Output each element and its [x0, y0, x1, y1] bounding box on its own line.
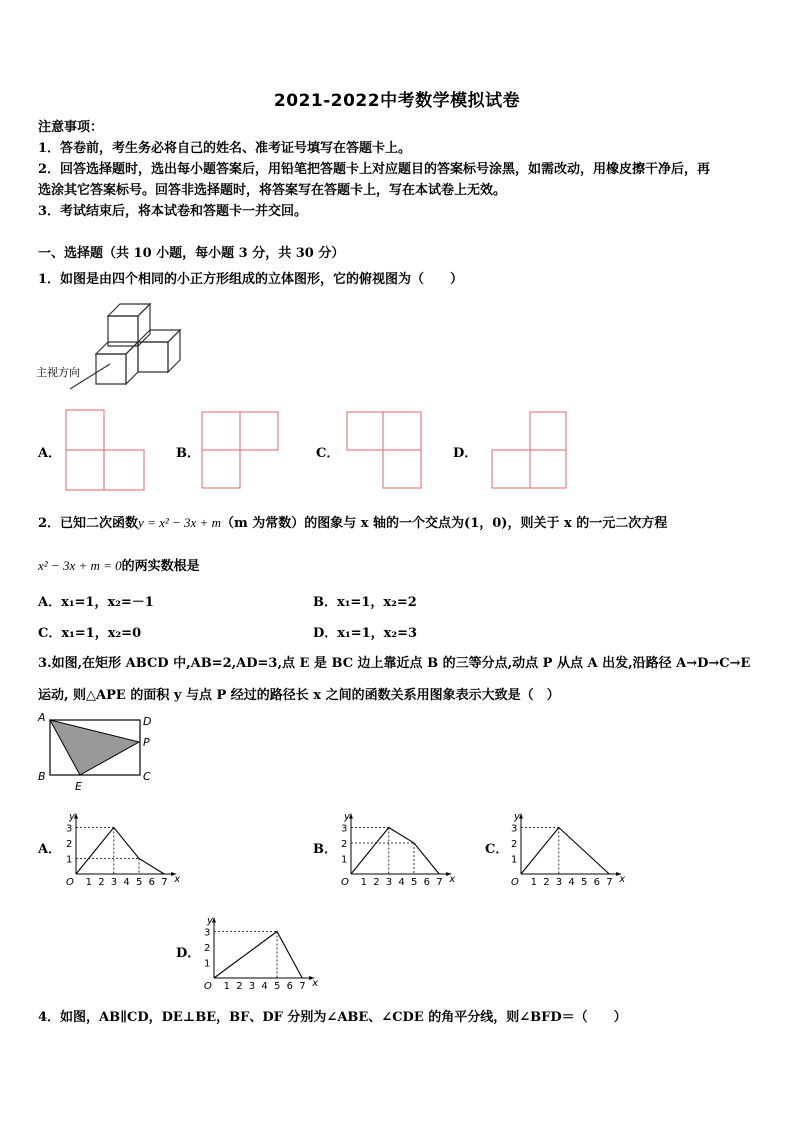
x-tick-label: 7 [606, 877, 613, 888]
q1-option-a-label[interactable]: A． [38, 446, 62, 461]
q3-option-d-label[interactable]: D． [176, 946, 201, 961]
function-line [351, 828, 439, 875]
y-tick-label: 3 [204, 927, 211, 939]
x-tick-label: 1 [85, 877, 92, 888]
q3-option-c-graph [505, 802, 635, 888]
function-line [214, 932, 302, 979]
x-tick-label: 5 [274, 981, 281, 992]
q1-option-b-label[interactable]: B． [176, 446, 200, 461]
q3-option-c-label[interactable]: C． [485, 842, 509, 857]
q2-option-c[interactable]: C．x₁=1，x₂=0 [38, 626, 142, 641]
x-tick-label: 1 [223, 981, 230, 992]
x-tick-label: 5 [136, 877, 143, 888]
x-tick-label: 6 [593, 877, 600, 888]
x-tick-label: 7 [299, 981, 306, 992]
x-tick-label: 4 [261, 981, 268, 992]
q3-option-a-graph [60, 802, 190, 888]
origin-label: O [511, 877, 519, 888]
function-line [521, 828, 609, 875]
x-axis-label: x [449, 874, 456, 885]
y-tick-label: 2 [341, 839, 348, 850]
q2-stem-end: （m 为常数）的图象与 x 轴的一个交点为(1，0)，则关于 x 的一元二次方程 [220, 516, 668, 531]
q1-stem: 1．如图是由四个相同的小正方形组成的立体图形，它的俯视图为（ ） [38, 272, 464, 287]
y-tick-label: 3 [511, 823, 518, 835]
q2-option-b[interactable]: B．x₁=1，x₂=2 [313, 595, 417, 610]
x-tick-label: 5 [581, 877, 588, 888]
q3-shaded-triangle [50, 720, 139, 775]
x-tick-label: 6 [423, 877, 430, 888]
y-tick-label: 3 [341, 823, 348, 835]
q1-option-c-figure [347, 412, 427, 492]
notice-item-3: 3．考试结束后，将本试卷和答题卡一并交回。 [38, 204, 308, 219]
x-tick-label: 2 [236, 981, 243, 992]
q1-option-d-label[interactable]: D． [453, 446, 478, 461]
q3-option-b-graph [335, 802, 465, 888]
q3-option-d-graph [198, 906, 328, 992]
x-tick-label: 2 [98, 877, 105, 888]
notice-item-2-cont: 选涂其它答案标号。回答非选择题时，将答案写在答题卡上，写在本试卷上无效。 [38, 183, 507, 198]
x-tick-label: 2 [543, 877, 550, 888]
notice-heading: 注意事项： [38, 120, 104, 135]
x-tick-label: 4 [123, 877, 130, 888]
function-line [76, 828, 164, 875]
x-tick-label: 4 [568, 877, 575, 888]
x-axis-label: x [174, 874, 181, 885]
origin-label: O [66, 877, 74, 888]
y-axis-label: y [344, 811, 350, 823]
y-tick-label: 1 [204, 958, 211, 970]
q1-cube-figure [30, 296, 200, 396]
y-tick-label: 1 [511, 854, 518, 866]
q3-label-p: P [143, 736, 150, 749]
x-tick-label: 2 [373, 877, 380, 888]
q3-stem-line1: 3.如图,在矩形 ABCD 中,AB=2,AD=3,点 E 是 BC 边上靠近点 B 的三等分点,动点 P 从点 A 出发,沿路径 A→D→C→E [38, 656, 751, 671]
notice-item-2: 2．回答选择题时，选出每小题答案后，用铅笔把答题卡上对应题目的答案标号涂黑，如需改动，用橡皮擦干净后，再 [38, 162, 711, 177]
q1-option-c-label[interactable]: C． [316, 446, 340, 461]
y-tick-label: 2 [204, 943, 211, 954]
q3-label-d: D [143, 715, 152, 728]
x-tick-label: 6 [286, 981, 293, 992]
q1-view-direction-label: 主视方向 [36, 366, 80, 379]
y-axis-label: y [514, 811, 520, 823]
x-tick-label: 1 [530, 877, 537, 888]
x-tick-label: 3 [248, 981, 256, 992]
q2-stem-start: 2．已知二次函数 [38, 516, 139, 531]
q2-option-d[interactable]: D．x₁=1，x₂=3 [313, 626, 418, 641]
q3-option-b-label[interactable]: B． [313, 842, 337, 857]
x-tick-label: 1 [360, 877, 367, 888]
x-tick-label: 3 [555, 877, 563, 888]
x-axis-label: x [619, 874, 626, 885]
page-title: 2021-2022中考数学模拟试卷 [273, 91, 521, 111]
origin-label: O [204, 981, 212, 992]
q2-equation-tail: 的两实数根是 [121, 559, 200, 574]
q1-option-b-figure [202, 412, 282, 492]
y-tick-label: 2 [66, 839, 73, 850]
x-tick-label: 7 [161, 877, 168, 888]
x-tick-label: 3 [385, 877, 393, 888]
q3-label-c: C [143, 770, 151, 783]
x-tick-label: 4 [398, 877, 405, 888]
q3-label-e: E [75, 780, 82, 793]
x-tick-label: 7 [436, 877, 443, 888]
y-tick-label: 3 [66, 823, 73, 835]
q1-option-d-figure [492, 412, 572, 492]
section-heading: 一、选择题（共 10 小题，每小题 3 分，共 30 分） [38, 246, 345, 261]
q2-option-a[interactable]: A．x₁=1，x₂=－1 [38, 595, 154, 610]
q3-label-a: A [38, 711, 46, 724]
q4-stem: 4．如图，AB∥CD，DE⊥BE，BF、DF 分别为∠ABE、∠CDE 的角平分线，则∠BFD＝（ ） [38, 1010, 627, 1025]
y-axis-label: y [207, 915, 213, 927]
x-axis-label: x [312, 978, 319, 989]
x-tick-label: 5 [411, 877, 418, 888]
y-tick-label: 2 [511, 839, 518, 850]
notice-item-1: 1．答卷前，考生务必将自己的姓名、准考证号填写在答题卡上。 [38, 141, 412, 156]
q3-option-a-label[interactable]: A． [38, 842, 62, 857]
x-tick-label: 3 [110, 877, 118, 888]
q3-rectangle-figure [34, 708, 164, 794]
y-tick-label: 1 [66, 854, 73, 866]
q3-stem-line2: 运动, 则△APE 的面积 y 与点 P 经过的路径长 x 之间的函数关系用图象表示大致是（ ） [38, 688, 560, 703]
q2-equation: x² − 3x + m = 0 [38, 558, 122, 573]
q1-option-a-figure [66, 410, 148, 492]
origin-label: O [341, 877, 349, 888]
x-tick-label: 6 [148, 877, 155, 888]
y-axis-label: y [69, 811, 75, 823]
y-tick-label: 1 [341, 854, 348, 866]
q3-label-b: B [38, 770, 46, 783]
q2-function-formula: y = x² − 3x + m [138, 515, 221, 530]
